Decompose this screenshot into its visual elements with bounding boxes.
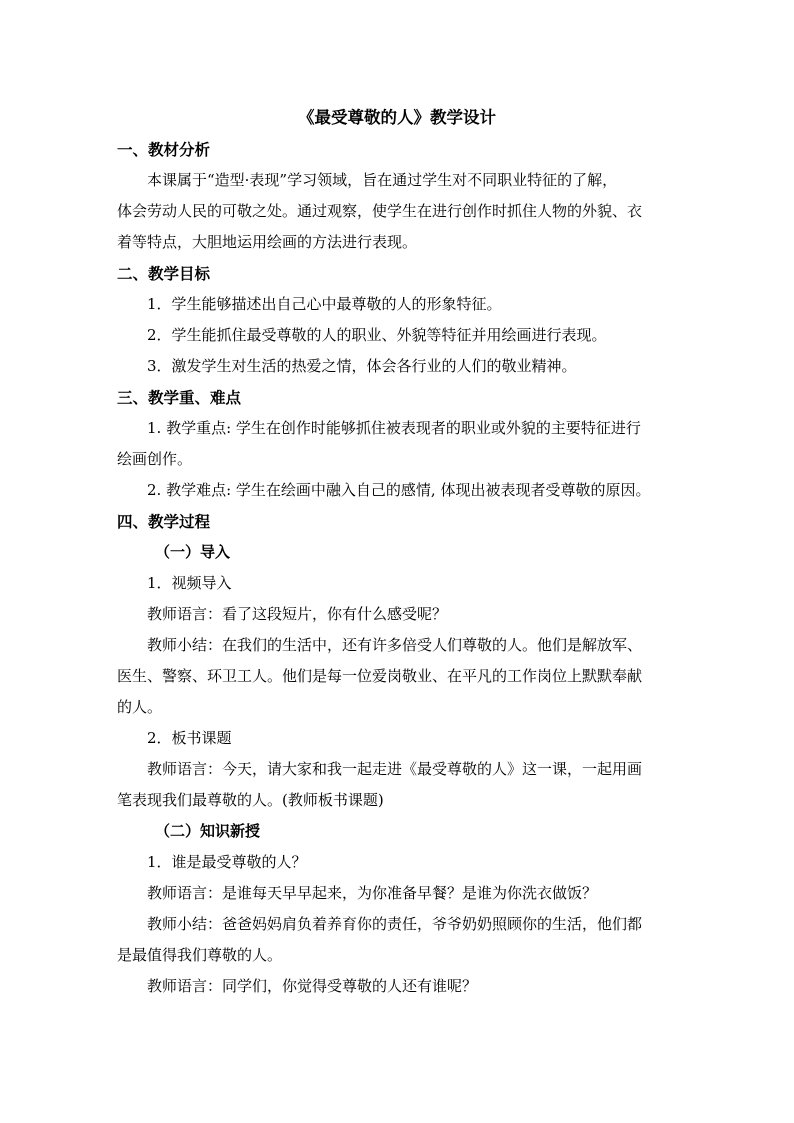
paragraph-line: 体会劳动人民的可敬之处。通过观察，使学生在进行创作时抓住人物的外貌、衣 [117, 202, 643, 220]
goal-item-2: 2．学生能抓住最受尊敬的人的职业、外貌等特征并用绘画进行表现。 [147, 326, 607, 344]
paragraph-line: 本课属于“造型·表现”学习领域，旨在通过学生对不同职业特征的了解， [147, 171, 618, 189]
subsection-heading-new-knowledge: （二）知识新授 [155, 822, 261, 840]
section-heading-textbook-analysis: 一、教材分析 [117, 140, 211, 159]
teacher-speech: 教师语言：是谁每天早早起来，为你准备早餐？是谁为你洗衣做饭？ [147, 884, 598, 902]
paragraph-line: 着等特点，大胆地运用绘画的方法进行表现。 [117, 233, 418, 251]
teacher-speech-line: 笔表现我们最尊敬的人。(教师板书课题) [117, 791, 384, 809]
goal-item-1: 1．学生能够描述出自己心中最尊敬的人的形象特征。 [147, 295, 502, 313]
document-title: 《最受尊敬的人》教学设计 [298, 108, 496, 127]
section-heading-teaching-process: 四、教学过程 [117, 512, 211, 531]
section-heading-teaching-goals: 二、教学目标 [117, 264, 211, 283]
section-heading-key-points: 三、教学重、难点 [117, 388, 242, 407]
teacher-summary-line: 是最值得我们尊敬的人。 [117, 946, 283, 964]
teacher-summary-line: 医生、警察、环卫工人。他们是每一位爱岗敬业、在平凡的工作岗位上默默奉献 [117, 667, 643, 685]
step-video-intro: 1．视频导入 [147, 574, 232, 592]
teacher-speech: 教师语言：同学们，你觉得受尊敬的人还有谁呢？ [147, 977, 478, 995]
document-page [117, 104, 677, 1002]
teacher-speech-line: 教师语言：今天，请大家和我一起走进《最受尊敬的人》这一课，一起用画 [147, 760, 643, 778]
step-who-respected: 1．谁是最受尊敬的人？ [147, 853, 307, 871]
subsection-heading-introduction: （一）导入 [155, 543, 231, 561]
teacher-summary-line: 教师小结：爸爸妈妈肩负着养育你的责任，爷爷奶奶照顾你的生活，他们都 [147, 915, 643, 933]
teacher-summary-line: 教师小结：在我们的生活中，还有许多倍受人们尊敬的人。他们是解放军、 [147, 636, 643, 654]
difficult-point-line: 2. 教学难点: 学生在绘画中融入自己的感情, 体现出被表现者受尊敬的原因。 [147, 481, 651, 499]
teacher-speech: 教师语言：看了这段短片，你有什么感受呢？ [147, 605, 448, 623]
step-board-title: 2．板书课题 [147, 729, 232, 747]
key-point-line: 1. 教学重点: 学生在创作时能够抓住被表现者的职业或外貌的主要特征进行 [147, 419, 641, 437]
teacher-summary-line: 的人。 [117, 698, 163, 716]
goal-item-3: 3．激发学生对生活的热爱之情，体会各行业的人们的敬业精神。 [147, 357, 577, 375]
key-point-line: 绘画创作。 [117, 450, 193, 468]
